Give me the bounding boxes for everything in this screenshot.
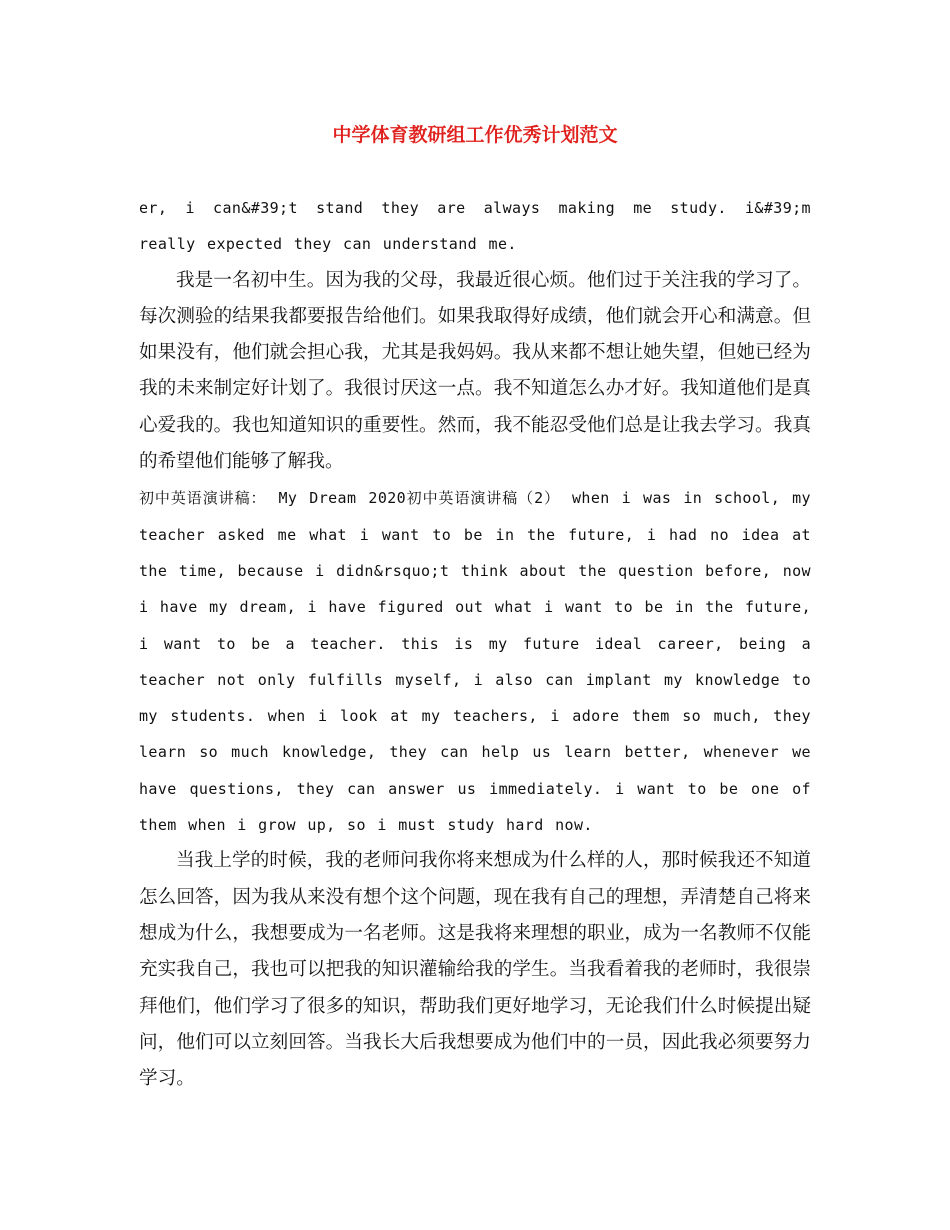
- document-title: 中学体育教研组工作优秀计划范文: [332, 124, 618, 146]
- paragraph-english-intro: er, i can&#39;t stand they are always making me study. i&#39;m really expected they can understand me.: [139, 199, 811, 254]
- paragraph-chinese-parents: 我是一名初中生。因为我的父母，我最近很心烦。他们过于关注我的学习了。每次测验的结果我都要报告给他们。如果我取得好成绩，他们就会开心和满意。但如果没有，他们就会担心我，尤其是我妈妈。我从来都不想让她失望，但她已经为我的未来制定好计划了。我很讨厌这一点。我不知道怎么办才好。我知道他们是真心爱我的。我也知道知识的重要性。然而，我不能忍受他们总是让我去学习。我真的希望他们能够了解我。: [139, 269, 811, 473]
- paragraph-chinese-my-dream: 当我上学的时候，我的老师问我你将来想成为什么样的人，那时候我还不知道怎么回答，因为我从来没有想个这个问题，现在我有自己的理想，弄清楚自己将来想成为什么，我想要成为一名老师。这是我将来理想的职业，成为一名教师不仅能充实我自己，我也可以把我的知识灌输给我的学生。当我看着我的老师时，我很崇拜他们，他们学习了很多的知识，帮助我们更好地学习，无论我们什么时候提出疑问，他们可以立刻回答。当我长大后我想要成为他们中的一员，因此我必须要努力学习。: [139, 850, 811, 1090]
- document-body: [139, 190, 811, 1097]
- paragraph-english-my-dream: 初中英语演讲稿： My Dream 2020初中英语演讲稿（2） when i was in school, my teacher asked me what i want to be in the future, i had no idea at the time, because i didn&rsquo;t think about the question before, now i have my dream, i have figured out what i want to be in the future, i want to be a teacher. this is my future ideal career, being a teacher not only fulfills myself, i also can implant my knowledge to my students. when i look at my teachers, i adore them so much, they learn so much knowledge, they can help us learn better, whenever we have questions, they can answer us immediately. i want to be one of them when i grow up, so i must study hard now.: [139, 489, 811, 835]
